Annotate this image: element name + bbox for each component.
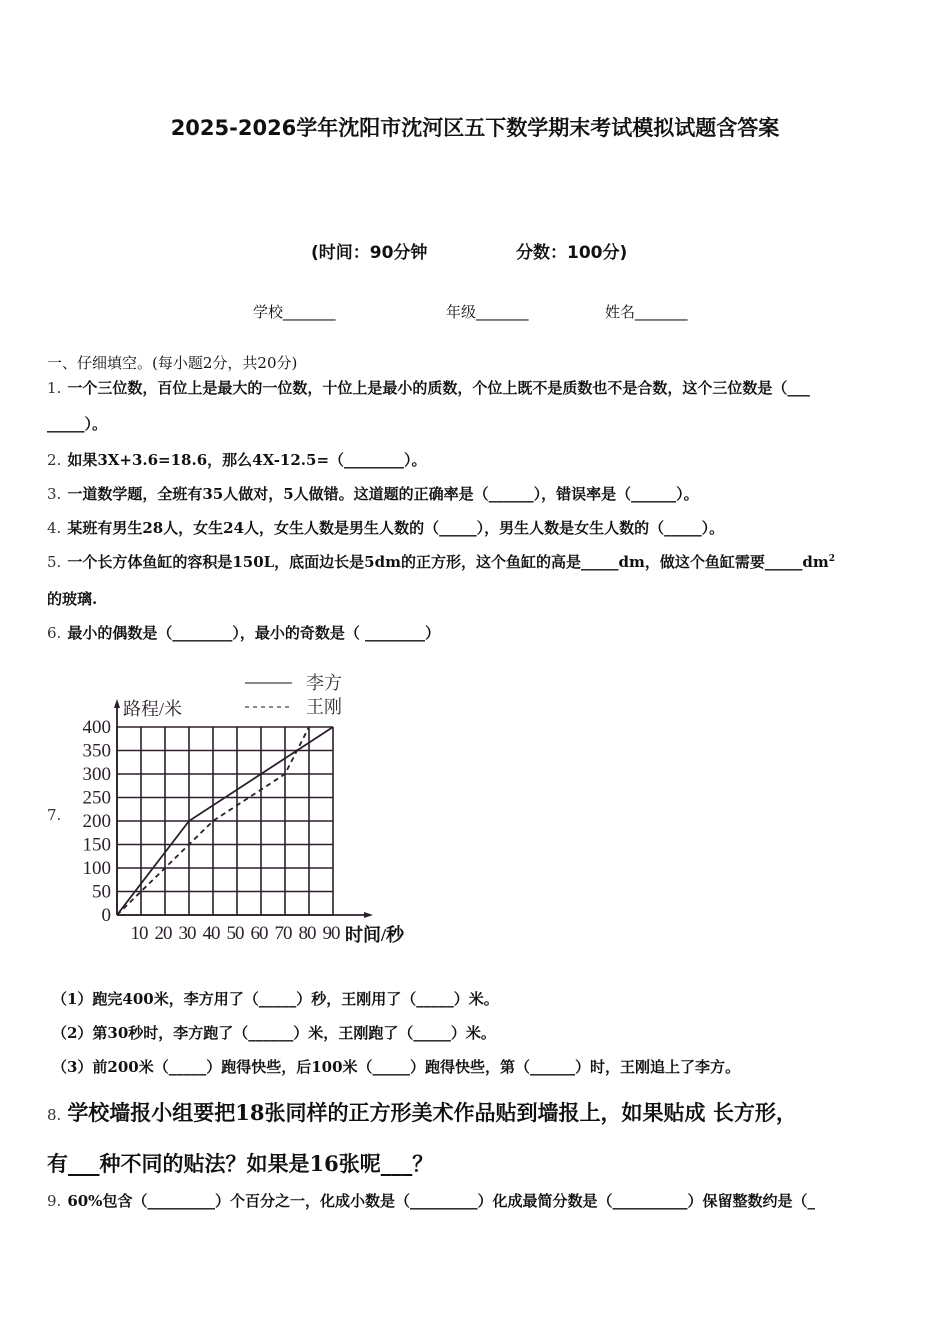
legend-label: 李方 xyxy=(306,673,342,693)
y-tick-label: 0 xyxy=(101,905,111,926)
school-label: 学校 xyxy=(253,303,284,321)
y-tick-label: 50 xyxy=(92,881,111,903)
question-1-cont: _____）。 xyxy=(47,415,108,433)
question-text: 最小的偶数是（________），最小的奇数是（ ________） xyxy=(67,624,441,642)
question-8 xyxy=(47,1097,797,1127)
question-number: 2. xyxy=(47,451,62,469)
question-text: 一个三位数，百位上是最大的一位数，十位上是最小的质数，个位上既不是质数也不是合数，这个三位数是（___ xyxy=(67,379,810,397)
x-tick-label: 20 xyxy=(154,923,172,944)
question-7-sub2: （2）第30秒时，李方跑了（______）米，王刚跑了（_____）米。 xyxy=(52,1024,496,1042)
question-number: 8. xyxy=(47,1106,62,1124)
name-label: 姓名 xyxy=(605,303,636,321)
school-field[interactable] xyxy=(253,301,336,322)
grade-blank: _______ xyxy=(476,303,529,321)
y-tick-label: 400 xyxy=(82,717,111,738)
question-text: 某班有男生28人，女生24人，女生人数是男生人数的（_____），男生人数是女生人数的（_____）。 xyxy=(67,519,725,537)
page-title: 2025-2026学年沈阳市沈河区五下数学期末考试模拟试题含答案 xyxy=(170,116,780,140)
question-text: 一个长方体鱼缸的容积是150L，底面边长是5dm的正方形，这个鱼缸的高是_____dm，做这个鱼缸需要_____dm xyxy=(67,553,829,571)
question-7-number: 7. xyxy=(47,806,62,824)
question-number: 6. xyxy=(47,624,62,642)
question-number: 3. xyxy=(47,485,62,503)
question-text: 一道数学题，全班有35人做对，5人做错。这道题的正确率是（______），错误率是（______）。 xyxy=(67,485,699,503)
y-tick-label: 250 xyxy=(82,787,111,809)
name-blank: _______ xyxy=(635,303,688,321)
x-tick-label: 50 xyxy=(226,923,244,944)
y-tick-label: 300 xyxy=(82,764,111,785)
x-tick-label: 30 xyxy=(178,923,196,944)
y-axis-arrow-icon xyxy=(114,699,120,708)
superscript: 2 xyxy=(828,554,835,564)
question-text: 60%包含（_________）个百分之一，化成小数是（_________）化成最简分数是（__________）保留整数约是（_ xyxy=(67,1192,815,1210)
exam-score: 分数：100分) xyxy=(516,243,628,263)
question-4 xyxy=(47,517,724,538)
y-tick-label: 350 xyxy=(82,740,111,762)
distance-time-chart xyxy=(60,665,440,959)
y-axis-label: 路程/米 xyxy=(123,699,183,719)
y-tick-label: 100 xyxy=(82,858,111,879)
question-8-cont: 有___种不同的贴法？如果是16张呢___？ xyxy=(47,1151,434,1176)
question-6 xyxy=(47,622,440,643)
x-tick-label: 10 xyxy=(130,923,148,944)
x-axis-label: 时间/秒 xyxy=(345,925,405,945)
school-blank: _______ xyxy=(283,303,336,321)
x-tick-label: 90 xyxy=(322,923,340,944)
name-field[interactable] xyxy=(605,301,688,322)
question-3 xyxy=(47,483,699,504)
grade-field[interactable] xyxy=(446,301,529,322)
line-chart xyxy=(60,665,440,955)
question-5-cont: 的玻璃. xyxy=(47,590,98,608)
question-1 xyxy=(47,377,810,398)
y-tick-label: 150 xyxy=(82,834,111,856)
x-tick-label: 60 xyxy=(250,923,268,944)
x-tick-label: 40 xyxy=(202,923,220,944)
question-number: 1. xyxy=(47,379,62,397)
question-number: 9. xyxy=(47,1192,62,1210)
grade-label: 年级 xyxy=(446,303,477,321)
x-tick-label: 70 xyxy=(274,923,292,944)
question-7-sub3: （3）前200米（_____）跑得快些，后100米（_____）跑得快些，第（______）时，王刚追上了李方。 xyxy=(52,1058,741,1076)
exam-time: (时间：90分钟 xyxy=(311,243,428,263)
question-number: 5. xyxy=(47,553,62,571)
y-tick-label: 200 xyxy=(82,811,111,832)
question-7-sub1: （1）跑完400米，李方用了（_____）秒，王刚用了（_____）米。 xyxy=(52,990,499,1008)
x-axis-arrow-icon xyxy=(364,912,373,918)
question-text: 学校墙报小组要把18张同样的正方形美术作品贴到墙报上，如果贴成 长方形， xyxy=(67,1100,797,1125)
x-tick-label: 80 xyxy=(298,923,316,944)
legend-label: 王刚 xyxy=(306,697,342,717)
question-5 xyxy=(47,551,835,572)
question-number: 4. xyxy=(47,519,62,537)
question-text: 如果3X+3.6=18.6，那么4X-12.5=（________）。 xyxy=(67,451,427,469)
question-2 xyxy=(47,449,427,470)
question-9 xyxy=(47,1190,815,1211)
section-heading: 一、仔细填空。(每小题2分，共20分) xyxy=(47,354,298,372)
